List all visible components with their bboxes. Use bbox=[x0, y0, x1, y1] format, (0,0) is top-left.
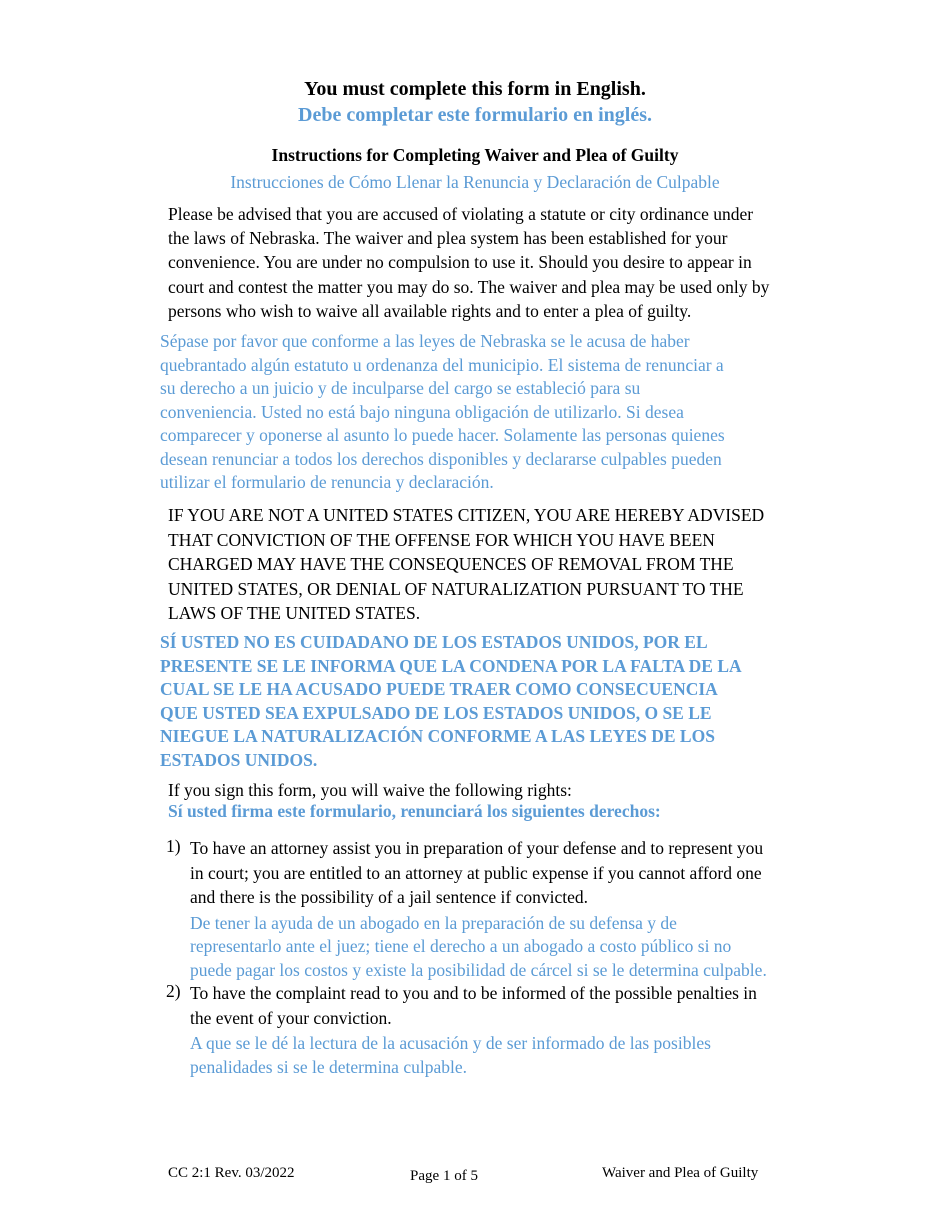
right-line: To have the complaint read to you and to be informed of the possible penalties in bbox=[190, 983, 757, 1003]
instructions-heading: Instructions for Completing Waiver and Plea of Guilty bbox=[271, 145, 679, 165]
advisory-line: Please be advised that you are accused of violating a statute or city ordinance under bbox=[168, 204, 754, 224]
advisory-line-es: utilizar el formulario de renuncia y declaración. bbox=[160, 472, 494, 492]
right-line: To have an attorney assist you in preparation of your defense and to represent you bbox=[190, 838, 764, 858]
advisory-line-es: conveniencia. Usted no está bajo ninguna obligación de utilizarlo. Si desea bbox=[160, 401, 684, 422]
citizenship-warning bbox=[168, 503, 793, 626]
advisory-line-es: su derecho a un juicio y de inculparse del cargo se estableció para su bbox=[160, 378, 641, 398]
rights-intro-es: Sí usted firma este formulario, renunciará los siguientes derechos: bbox=[168, 801, 661, 821]
right-line-es: representarlo ante el juez; tiene el derecho a un abogado a costo público si no bbox=[190, 936, 732, 956]
citizenship-line: CHARGED MAY HAVE THE CONSEQUENCES OF REMOVAL FROM THE bbox=[168, 554, 734, 574]
citizenship-line-es: ESTADOS UNIDOS. bbox=[160, 749, 318, 770]
citizenship-line: THAT CONVICTION OF THE OFFENSE FOR WHICH YOU HAVE BEEN bbox=[168, 529, 715, 550]
right-line: the event of your conviction. bbox=[190, 1007, 392, 1028]
advisory-line-es: desean renunciar a todos los derechos disponibles y declararse culpables pueden bbox=[160, 448, 722, 469]
list-number: 2) bbox=[166, 981, 181, 1001]
right-item-complaint bbox=[166, 981, 816, 1079]
footer-form-id: CC 2:1 Rev. 03/2022 bbox=[168, 1165, 295, 1181]
citizenship-warning-es bbox=[160, 631, 800, 772]
citizenship-line-es: NIEGUE LA NATURALIZACIÓN CONFORME A LAS LEYES DE LOS bbox=[160, 726, 715, 746]
advisory-line: persons who wish to waive all available rights and to enter a plea of guilty. bbox=[168, 300, 692, 321]
citizenship-line-es: SÍ USTED NO ES CUIDADANO DE LOS ESTADOS UNIDOS, POR EL bbox=[160, 632, 708, 652]
citizenship-line: LAWS OF THE UNITED STATES. bbox=[168, 603, 421, 623]
right-line: and there is the possibility of a jail sentence if convicted. bbox=[190, 887, 589, 907]
advisory-paragraph bbox=[168, 202, 793, 323]
citizenship-line-es: CUAL SE LE HA ACUSADO PUEDE TRAER COMO CONSECUENCIA bbox=[160, 679, 718, 699]
right-line-es: penalidades si se le determina culpable. bbox=[190, 1056, 467, 1077]
right-line-es: De tener la ayuda de un abogado en la preparación de su defensa y de bbox=[190, 912, 677, 933]
right-item-attorney bbox=[166, 836, 816, 982]
citizenship-line-es: PRESENTE SE LE INFORMA QUE LA CONDENA POR LA FALTA DE LA bbox=[160, 655, 742, 676]
form-language-notice: You must complete this form in English. bbox=[304, 78, 646, 100]
advisory-line-es: quebrantado algún estatuto u ordenanza del municipio. El sistema de renunciar a bbox=[160, 354, 724, 375]
advisory-line-es: comparecer y oponerse al asunto lo puede hacer. Solamente las personas quienes bbox=[160, 425, 725, 445]
advisory-line: court and contest the matter you may do so. The waiver and plea may be used only by bbox=[168, 276, 770, 297]
right-line-es: puede pagar los costos y existe la posibilidad de cárcel si se le determina culpable. bbox=[190, 959, 767, 980]
advisory-paragraph-es bbox=[160, 330, 800, 495]
rights-intro: If you sign this form, you will waive the following rights: bbox=[168, 780, 572, 800]
citizenship-line-es: QUE USTED SEA EXPULSADO DE LOS ESTADOS UNIDOS, O SE LE bbox=[160, 702, 712, 723]
footer-page-number: Page 1 of 5 bbox=[410, 1168, 478, 1184]
footer-form-title: Waiver and Plea of Guilty bbox=[602, 1165, 759, 1181]
list-number: 1) bbox=[166, 836, 181, 856]
advisory-line: convenience. You are under no compulsion to use it. Should you desire to appear in bbox=[168, 252, 752, 273]
right-line-es: A que se le dé la lectura de la acusación y de ser informado de las posibles bbox=[190, 1033, 711, 1053]
advisory-line: the laws of Nebraska. The waiver and plea system has been established for your bbox=[168, 228, 728, 249]
advisory-line-es: Sépase por favor que conforme a las leyes de Nebraska se le acusa de haber bbox=[160, 331, 690, 351]
citizenship-line: UNITED STATES, OR DENIAL OF NATURALIZATION PURSUANT TO THE bbox=[168, 578, 744, 599]
instructions-heading-es: Instrucciones de Cómo Llenar la Renuncia y Declaración de Culpable bbox=[230, 172, 720, 192]
form-language-notice-es: Debe completar este formulario en inglés. bbox=[298, 104, 652, 126]
right-line: in court; you are entitled to an attorney at public expense if you cannot afford one bbox=[190, 862, 762, 883]
citizenship-line: IF YOU ARE NOT A UNITED STATES CITIZEN, YOU ARE HEREBY ADVISED bbox=[168, 505, 765, 525]
